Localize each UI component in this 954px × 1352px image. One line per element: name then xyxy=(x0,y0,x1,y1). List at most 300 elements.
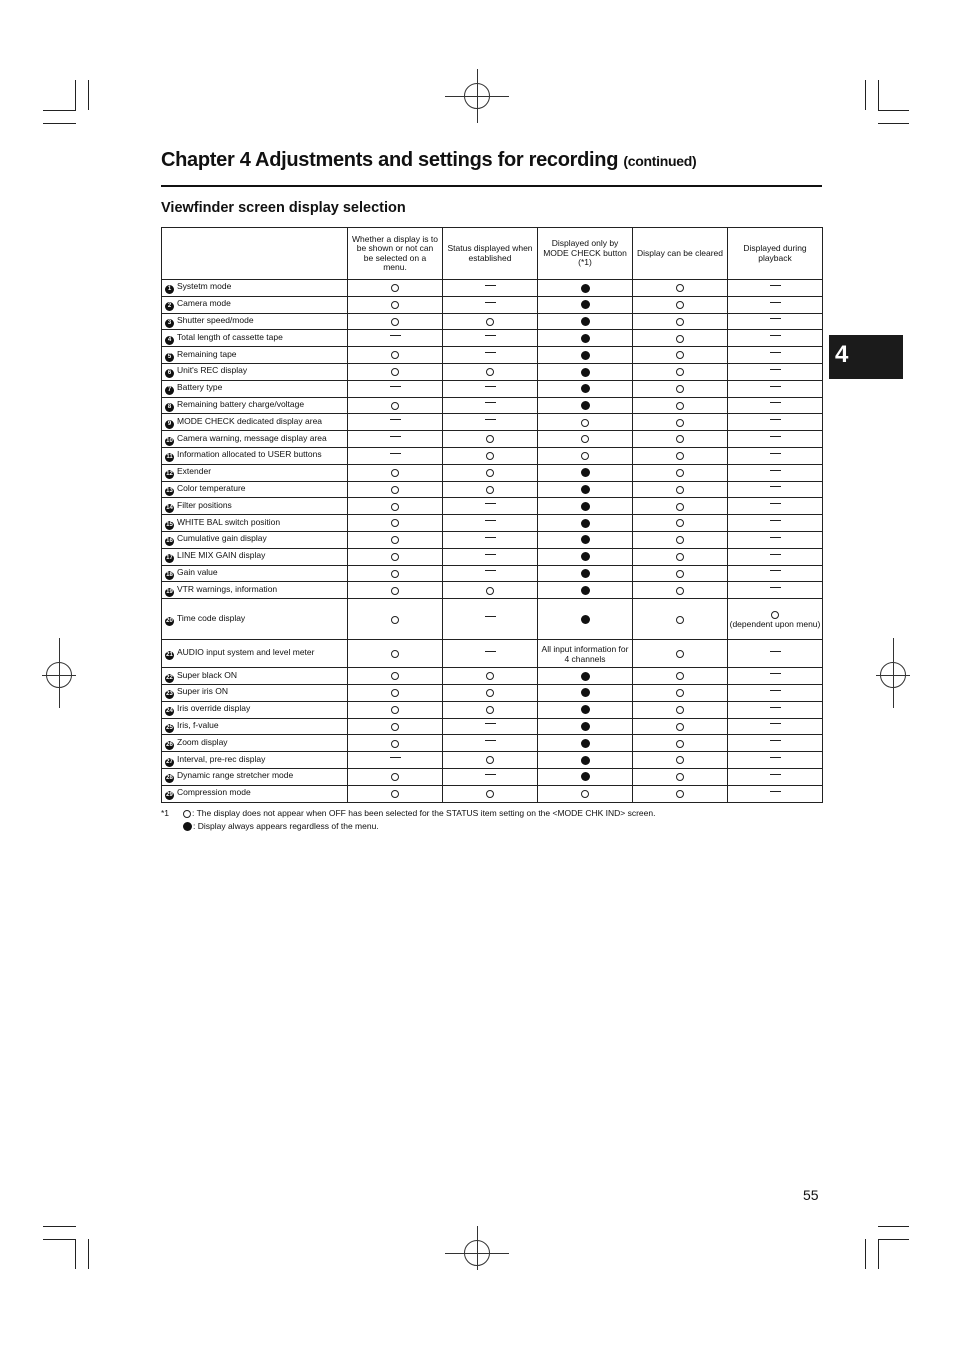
mark-cell xyxy=(728,296,823,313)
open-circle-icon xyxy=(391,553,399,561)
mark-cell xyxy=(633,548,728,565)
dash-icon xyxy=(770,740,781,741)
mark-cell xyxy=(443,431,538,448)
registration-mark-right xyxy=(880,662,906,688)
cell-note: (dependent upon menu) xyxy=(729,618,821,629)
filled-circle-icon xyxy=(581,722,590,731)
row-label-cell xyxy=(162,330,348,347)
row-label-cell xyxy=(162,380,348,397)
open-circle-icon xyxy=(676,503,684,511)
dash-icon xyxy=(485,352,496,353)
open-circle-icon xyxy=(486,689,494,697)
mark-cell xyxy=(443,414,538,431)
row-label: Interval, pre-rec display xyxy=(177,753,266,764)
row-label: Filter positions xyxy=(177,499,232,510)
dash-icon xyxy=(770,791,781,792)
open-circle-icon xyxy=(676,650,684,658)
item-number-badge: 15 xyxy=(166,521,173,528)
table-row xyxy=(162,684,823,701)
open-circle-icon xyxy=(676,773,684,781)
mark-cell xyxy=(728,785,823,802)
open-circle-icon xyxy=(676,284,684,292)
mark-cell xyxy=(538,313,633,330)
mark-cell xyxy=(348,582,443,599)
mark-cell xyxy=(633,296,728,313)
item-number-badge: 21 xyxy=(166,652,173,659)
mark-cell xyxy=(633,447,728,464)
row-label-cell xyxy=(162,668,348,685)
filled-circle-icon xyxy=(581,300,590,309)
mark-cell xyxy=(443,380,538,397)
filled-circle-icon xyxy=(581,468,590,477)
row-label: Iris, f-value xyxy=(177,719,219,730)
open-circle-icon xyxy=(391,773,399,781)
filled-circle-icon xyxy=(581,705,590,714)
table-row xyxy=(162,701,823,718)
item-number-badge: 1 xyxy=(165,285,174,294)
mark-cell xyxy=(538,785,633,802)
open-circle-icon xyxy=(486,790,494,798)
dash-icon xyxy=(390,419,401,420)
mark-cell xyxy=(633,280,728,297)
filled-circle-icon xyxy=(581,384,590,393)
mark-cell xyxy=(728,640,823,668)
mark-cell xyxy=(538,481,633,498)
mark-cell xyxy=(443,565,538,582)
open-circle-icon xyxy=(391,616,399,624)
mark-cell xyxy=(348,347,443,364)
open-circle-icon xyxy=(581,419,589,427)
row-label-cell xyxy=(162,464,348,481)
dash-icon xyxy=(770,285,781,286)
mark-cell xyxy=(728,347,823,364)
footnote-open-text: : The display does not appear when OFF has been selected for the STATUS item setting on the <MODE CHK IND> screen. xyxy=(192,808,656,818)
dash-icon xyxy=(390,386,401,387)
item-number-badge: 26 xyxy=(166,741,173,748)
open-circle-icon xyxy=(676,553,684,561)
row-label: Camera mode xyxy=(177,298,231,309)
item-number-badge: 24 xyxy=(166,708,173,715)
item-number-badge: 8 xyxy=(165,403,174,412)
row-label-cell xyxy=(162,431,348,448)
table-row xyxy=(162,330,823,347)
mark-cell xyxy=(633,313,728,330)
row-label-cell xyxy=(162,515,348,532)
row-label: Color temperature xyxy=(177,482,246,493)
mark-cell xyxy=(538,548,633,565)
row-label-cell xyxy=(162,640,348,668)
open-circle-icon xyxy=(486,672,494,680)
mark-cell xyxy=(348,785,443,802)
mark-cell xyxy=(633,701,728,718)
mark-cell xyxy=(538,768,633,785)
open-circle-icon xyxy=(391,587,399,595)
dash-icon xyxy=(390,453,401,454)
open-circle-icon xyxy=(676,519,684,527)
dash-icon xyxy=(770,673,781,674)
open-circle-icon xyxy=(676,740,684,748)
row-label-cell xyxy=(162,768,348,785)
mark-cell xyxy=(538,582,633,599)
table-row xyxy=(162,640,823,668)
mark-cell xyxy=(348,296,443,313)
open-circle-icon xyxy=(391,301,399,309)
open-circle-icon xyxy=(486,587,494,595)
dash-icon xyxy=(485,774,496,775)
mark-cell xyxy=(633,684,728,701)
table-row xyxy=(162,380,823,397)
mark-cell xyxy=(633,752,728,769)
crop-mark xyxy=(43,1239,76,1240)
dash-icon xyxy=(770,369,781,370)
mark-cell xyxy=(728,548,823,565)
dash-icon xyxy=(770,470,781,471)
open-circle-icon xyxy=(391,503,399,511)
open-circle-icon xyxy=(676,587,684,595)
mark-cell xyxy=(728,481,823,498)
crop-mark xyxy=(878,123,909,124)
table-row xyxy=(162,464,823,481)
open-circle-icon xyxy=(183,810,191,818)
open-circle-icon xyxy=(676,723,684,731)
filled-circle-icon xyxy=(581,688,590,697)
mark-cell xyxy=(443,640,538,668)
dash-icon xyxy=(770,436,781,437)
crop-mark xyxy=(43,123,76,124)
row-label: Remaining battery charge/voltage xyxy=(177,398,305,409)
mark-cell xyxy=(538,701,633,718)
mark-cell xyxy=(538,296,633,313)
mark-cell xyxy=(538,735,633,752)
row-label: Systetm mode xyxy=(177,281,232,292)
mark-cell xyxy=(633,768,728,785)
mark-cell xyxy=(348,599,443,640)
mark-cell xyxy=(728,668,823,685)
mark-cell xyxy=(348,701,443,718)
chapter-title xyxy=(161,149,696,172)
mark-cell xyxy=(443,296,538,313)
dash-icon xyxy=(770,707,781,708)
mark-cell xyxy=(348,431,443,448)
row-label-cell xyxy=(162,718,348,735)
open-circle-icon xyxy=(676,368,684,376)
row-label: Battery type xyxy=(177,382,223,393)
item-number-badge: 16 xyxy=(166,538,173,545)
row-label-cell xyxy=(162,785,348,802)
table-row xyxy=(162,548,823,565)
table-row xyxy=(162,735,823,752)
dash-icon xyxy=(770,503,781,504)
row-label: Total length of cassette tape xyxy=(177,331,283,342)
open-circle-icon xyxy=(581,435,589,443)
crop-mark xyxy=(88,1239,89,1269)
dash-icon xyxy=(770,419,781,420)
crop-mark xyxy=(88,80,89,110)
row-label-cell xyxy=(162,582,348,599)
dash-icon xyxy=(390,335,401,336)
open-circle-icon xyxy=(391,740,399,748)
dash-icon xyxy=(485,537,496,538)
item-number-badge: 10 xyxy=(166,437,173,444)
mark-cell xyxy=(443,701,538,718)
mark-cell xyxy=(348,330,443,347)
open-circle-icon xyxy=(676,301,684,309)
row-label: Gain value xyxy=(177,566,218,577)
mark-cell xyxy=(633,330,728,347)
mark-cell xyxy=(728,565,823,582)
dash-icon xyxy=(485,740,496,741)
mark-cell xyxy=(538,531,633,548)
table-row xyxy=(162,785,823,802)
item-number-badge: 12 xyxy=(166,471,173,478)
dash-icon xyxy=(770,402,781,403)
dash-icon xyxy=(390,436,401,437)
item-number-badge: 7 xyxy=(165,386,174,395)
mark-cell xyxy=(348,668,443,685)
open-circle-icon xyxy=(676,689,684,697)
open-circle-icon xyxy=(486,318,494,326)
mark-cell xyxy=(443,752,538,769)
open-circle-icon xyxy=(676,452,684,460)
open-circle-icon xyxy=(676,402,684,410)
open-circle-icon xyxy=(391,368,399,376)
crop-mark xyxy=(43,110,76,111)
table-row xyxy=(162,313,823,330)
open-circle-icon xyxy=(486,452,494,460)
column-header: Displayed during playback xyxy=(728,228,823,280)
column-header: Status displayed when established xyxy=(443,228,538,280)
filled-circle-icon xyxy=(581,615,590,624)
mark-cell xyxy=(538,330,633,347)
row-label-cell xyxy=(162,347,348,364)
table-row xyxy=(162,447,823,464)
row-label-cell xyxy=(162,481,348,498)
item-number-badge: 3 xyxy=(165,319,174,328)
item-number-badge: 22 xyxy=(166,674,173,681)
filled-circle-icon xyxy=(581,772,590,781)
mark-cell xyxy=(443,447,538,464)
table-row xyxy=(162,531,823,548)
mark-cell xyxy=(348,531,443,548)
dash-icon xyxy=(770,486,781,487)
dash-icon xyxy=(485,419,496,420)
mark-cell xyxy=(538,414,633,431)
open-circle-icon xyxy=(676,536,684,544)
dash-icon xyxy=(770,570,781,571)
row-label: Remaining tape xyxy=(177,348,237,359)
mark-cell xyxy=(538,752,633,769)
mark-cell xyxy=(728,380,823,397)
table-row xyxy=(162,498,823,515)
mark-cell xyxy=(728,701,823,718)
open-circle-icon xyxy=(391,790,399,798)
item-number-badge: 17 xyxy=(166,555,173,562)
footnote-filled xyxy=(183,821,379,831)
open-circle-icon xyxy=(676,790,684,798)
row-label: Compression mode xyxy=(177,787,251,798)
dash-icon xyxy=(485,616,496,617)
mark-cell xyxy=(538,515,633,532)
table-row xyxy=(162,414,823,431)
row-label-cell xyxy=(162,701,348,718)
mark-cell xyxy=(538,464,633,481)
open-circle-icon xyxy=(676,570,684,578)
dash-icon xyxy=(770,537,781,538)
item-number-badge: 29 xyxy=(166,792,173,799)
mark-cell xyxy=(538,380,633,397)
row-label: Unit's REC display xyxy=(177,365,248,376)
mark-cell xyxy=(728,531,823,548)
mark-cell xyxy=(633,531,728,548)
dash-icon xyxy=(770,352,781,353)
filled-circle-icon xyxy=(581,739,590,748)
open-circle-icon xyxy=(391,706,399,714)
crop-mark xyxy=(878,80,879,110)
dash-icon xyxy=(770,520,781,521)
footnote-filled-text: : Display always appears regardless of the menu. xyxy=(193,821,379,831)
mark-cell xyxy=(728,498,823,515)
mark-cell xyxy=(443,735,538,752)
table-row xyxy=(162,431,823,448)
mark-cell xyxy=(348,548,443,565)
open-circle-icon xyxy=(676,435,684,443)
cell-note: All input information for 4 channels xyxy=(541,643,629,664)
crop-mark xyxy=(865,1239,866,1269)
mark-cell xyxy=(538,397,633,414)
table-row xyxy=(162,296,823,313)
crop-mark xyxy=(878,1239,879,1269)
mark-cell xyxy=(538,447,633,464)
filled-circle-icon xyxy=(581,284,590,293)
row-label-cell xyxy=(162,313,348,330)
mark-cell xyxy=(728,431,823,448)
dash-icon xyxy=(485,302,496,303)
row-label: Super iris ON xyxy=(177,686,229,697)
registration-mark-top xyxy=(464,83,490,109)
item-number-badge: 20 xyxy=(166,617,173,624)
filled-circle-icon xyxy=(581,485,590,494)
open-circle-icon xyxy=(486,486,494,494)
open-circle-icon xyxy=(391,469,399,477)
chapter-title-text: Chapter 4 Adjustments and settings for recording xyxy=(161,149,619,171)
dash-icon xyxy=(485,285,496,286)
item-number-badge: 23 xyxy=(166,691,173,698)
mark-cell xyxy=(443,684,538,701)
open-circle-icon xyxy=(676,486,684,494)
filled-circle-icon xyxy=(581,368,590,377)
mark-cell xyxy=(633,380,728,397)
chapter-tab-label: 4 xyxy=(835,341,849,368)
section-title: Viewfinder screen display selection xyxy=(161,200,406,216)
crop-mark xyxy=(75,1239,76,1269)
mark-cell xyxy=(443,668,538,685)
column-header: Whether a display is to be shown or not can be selected on a menu. xyxy=(348,228,443,280)
row-label-cell xyxy=(162,548,348,565)
table-row xyxy=(162,363,823,380)
row-label: Time code display xyxy=(177,612,246,623)
open-circle-icon xyxy=(581,452,589,460)
dash-icon xyxy=(485,651,496,652)
open-circle-icon xyxy=(676,616,684,624)
table-row xyxy=(162,668,823,685)
mark-cell xyxy=(538,498,633,515)
mark-cell xyxy=(348,313,443,330)
open-circle-icon xyxy=(391,570,399,578)
row-label: Cumulative gain display xyxy=(177,533,267,544)
open-circle-icon xyxy=(391,689,399,697)
open-circle-icon xyxy=(676,756,684,764)
mark-cell xyxy=(348,735,443,752)
open-circle-icon xyxy=(581,790,589,798)
crop-mark xyxy=(878,1239,909,1240)
item-number-badge: 5 xyxy=(165,353,174,362)
filled-circle-icon xyxy=(581,756,590,765)
mark-cell xyxy=(633,668,728,685)
open-circle-icon xyxy=(391,351,399,359)
dash-icon xyxy=(770,774,781,775)
mark-cell xyxy=(633,498,728,515)
mark-cell xyxy=(633,515,728,532)
dash-icon xyxy=(770,302,781,303)
mark-cell xyxy=(443,498,538,515)
item-number-badge: 28 xyxy=(166,775,173,782)
mark-cell xyxy=(443,768,538,785)
dash-icon xyxy=(770,335,781,336)
mark-cell xyxy=(538,363,633,380)
mark-cell xyxy=(443,313,538,330)
mark-cell xyxy=(443,785,538,802)
table-row xyxy=(162,718,823,735)
mark-cell xyxy=(348,684,443,701)
row-label-cell xyxy=(162,397,348,414)
mark-cell xyxy=(728,582,823,599)
filled-circle-icon xyxy=(581,672,590,681)
open-circle-icon xyxy=(391,672,399,680)
row-label-cell xyxy=(162,363,348,380)
row-label: Extender xyxy=(177,466,212,477)
dash-icon xyxy=(770,587,781,588)
item-number-badge: 27 xyxy=(166,758,173,765)
dash-icon xyxy=(485,402,496,403)
chapter-tab xyxy=(829,335,903,379)
open-circle-icon xyxy=(391,486,399,494)
table-row xyxy=(162,582,823,599)
crop-mark xyxy=(878,1226,909,1227)
page-number: 55 xyxy=(803,1187,819,1203)
row-label: Super black ON xyxy=(177,669,237,680)
open-circle-icon xyxy=(391,284,399,292)
open-circle-icon xyxy=(676,385,684,393)
table-row xyxy=(162,397,823,414)
mark-cell xyxy=(348,640,443,668)
mark-cell xyxy=(443,582,538,599)
dash-icon xyxy=(770,723,781,724)
item-number-badge: 4 xyxy=(165,336,174,345)
footnote-open xyxy=(161,808,655,818)
chapter-title-suffix: (continued) xyxy=(623,153,697,169)
row-label-cell xyxy=(162,752,348,769)
mark-cell xyxy=(348,447,443,464)
mark-cell xyxy=(348,464,443,481)
row-label: LINE MIX GAIN display xyxy=(177,550,266,561)
item-number-badge: 14 xyxy=(166,504,173,511)
row-label: Zoom display xyxy=(177,736,228,747)
item-number-badge: 11 xyxy=(166,454,173,461)
row-label: Iris override display xyxy=(177,703,251,714)
mark-cell xyxy=(633,464,728,481)
mark-cell xyxy=(728,599,823,640)
row-label: AUDIO input system and level meter xyxy=(177,647,315,658)
